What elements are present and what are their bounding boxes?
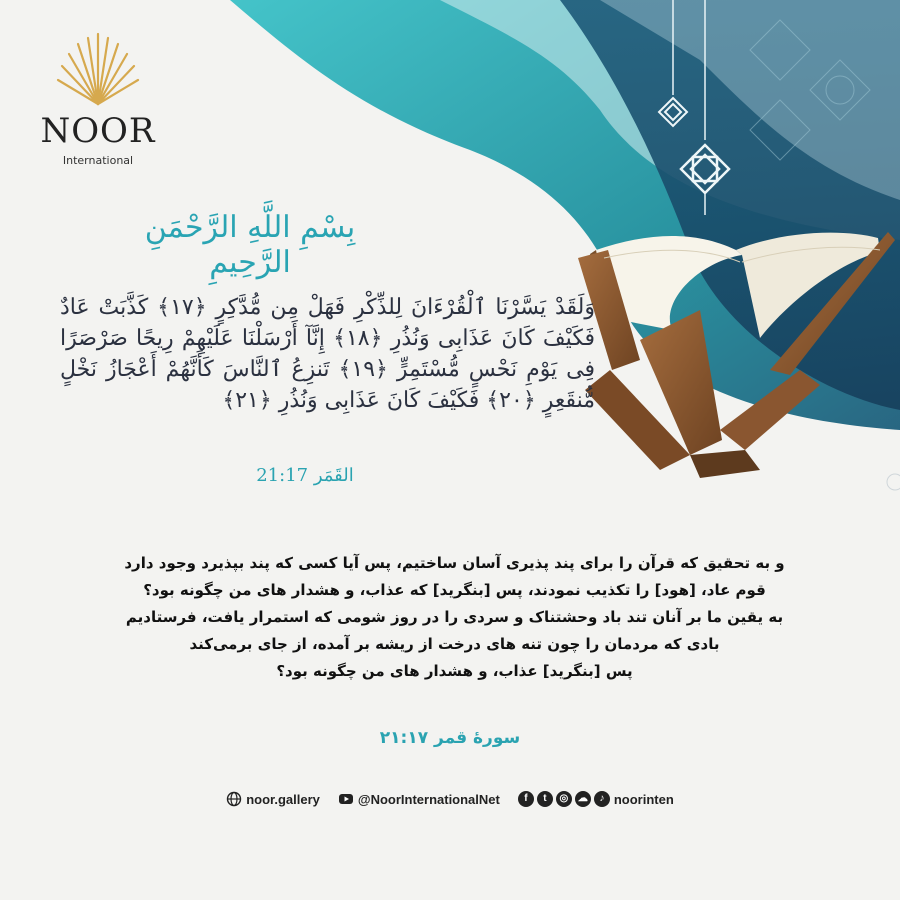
- brand-subtitle: International: [62, 154, 134, 167]
- persian-translation: [62, 550, 847, 685]
- youtube-link[interactable]: [338, 791, 500, 807]
- translation-line: قوم عاد، [هود] را تکذیب نمودند، پس [بنگرید] که عذاب، و هشدار های من چگونه بود؟: [143, 581, 766, 599]
- basmala: بِسْمِ اللَّهِ الرَّحْمَنِ الرَّحِيمِ: [144, 210, 356, 280]
- arabic-reference: القَمَر 21:17: [256, 465, 354, 486]
- youtube-icon: [338, 791, 354, 807]
- social-handle: noorinten: [613, 791, 674, 807]
- sunburst-logo-icon: [53, 28, 143, 106]
- noor-logo: [28, 28, 168, 167]
- cloud-icon[interactable]: ☁: [575, 791, 591, 807]
- translation-line: بادی که مردمان را چون تنه های درخت از ریشه بر آمده، از جای برمی‌کند: [189, 635, 720, 653]
- footer: [0, 784, 900, 814]
- instagram-icon[interactable]: ◎: [556, 791, 572, 807]
- persian-reference: سورۀ قمر ۲۱:۱۷: [379, 728, 521, 748]
- website-link[interactable]: [226, 791, 320, 807]
- translation-line: به یقین ما بر آنان تند باد وحشتناک و سردی را در روز شومی که استمرار یافت، فرستادیم: [125, 608, 784, 626]
- translation-line: پس [بنگرید] عذاب، و هشدار های من چگونه بود؟: [276, 662, 633, 680]
- arabic-verses: وَلَقَدْ يَسَّرْنَا ٱلْقُرْءَانَ لِلذِّكْرِ فَهَلْ مِن مُّدَّكِرٍ ﴿١٧﴾ كَذَّبَتْ عَادٌ فَكَيْفَ كَانَ عَذَابِى وَنُذُرِ ﴿١٨﴾ إِنَّآ أَرْسَلْنَا عَلَيْهِمْ رِيحًا صَرْصَرًا فِى يَوْمِ نَحْسٍ مُّسْتَمِرٍّ ﴿١٩﴾ تَنزِعُ ٱلنَّاسَ كَأَنَّهُمْ أَعْجَازُ نَخْلٍ مُّنقَعِرٍ ﴿٢٠﴾ فَكَيْفَ كَانَ عَذَابِى وَنُذُرِ ﴿٢١﴾: [60, 295, 596, 413]
- tiktok-icon[interactable]: ♪: [594, 791, 610, 807]
- youtube-handle: @NoorInternationalNet: [357, 791, 500, 807]
- website-text: noor.gallery: [246, 791, 320, 807]
- facebook-icon[interactable]: f: [518, 791, 534, 807]
- twitter-icon[interactable]: t: [537, 791, 553, 807]
- translation-line: و به تحقیق که قرآن را برای پند پذیری آسان ساختیم، پس آیا کسی که پند بپذیرد وجود دارد: [124, 554, 785, 572]
- globe-icon: [226, 791, 242, 807]
- social-links: [518, 791, 674, 807]
- brand-name: NOOR: [40, 111, 156, 151]
